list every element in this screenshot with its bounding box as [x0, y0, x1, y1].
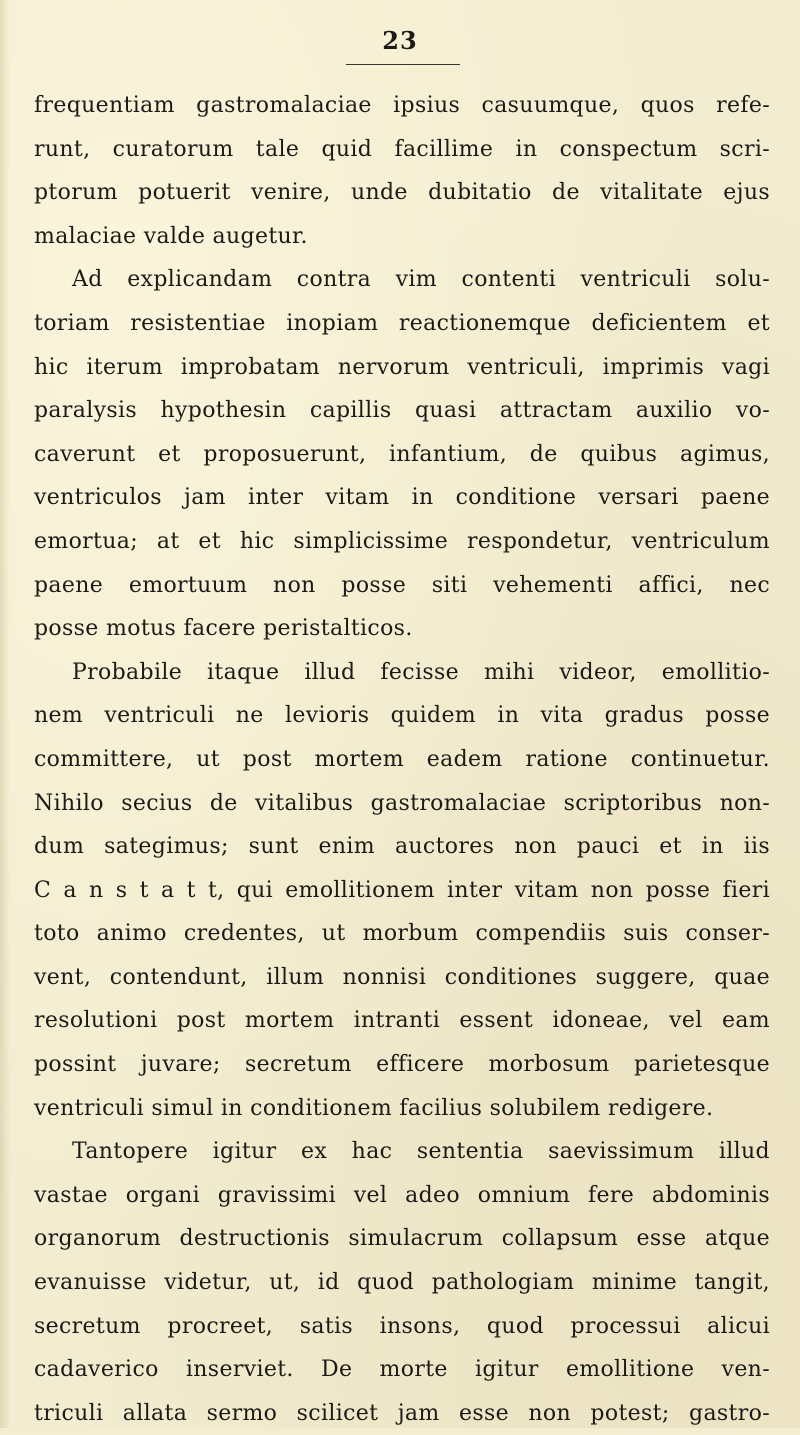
text-line: posse motus facere peristalticos. [34, 616, 413, 642]
text-line: possint juvare; secretum efficere morbosum parietesque [34, 1052, 770, 1078]
text-line: dum sategimus; sunt enim auctores non pauci et in iis [34, 834, 770, 860]
text-line: Tantopere igitur ex hac sententia saevissimum illud [72, 1139, 770, 1165]
text-line: Nihilo secius de vitalibus gastromalaciae scriptoribus non- [34, 790, 770, 816]
text-line: cadaverico inserviet. De morte igitur emollitione ven- [34, 1357, 770, 1383]
text-line: vent, contendunt, illum nonnisi conditiones suggere, quae [34, 964, 770, 990]
text-line: ptorum potuerit venire, unde dubitatio de vitalitate ejus [34, 180, 770, 206]
text-line: emortua; at et hic simplicissime respondetur, ventriculum [34, 528, 770, 554]
page-number: 23 [382, 26, 418, 55]
text-line: runt, curatorum tale quid facillime in conspectum scri- [34, 136, 770, 162]
text-line: committere, ut post mortem eadem ratione continuetur. [34, 746, 770, 772]
text-line: secretum procreet, satis insons, quod processui alicui [34, 1313, 770, 1339]
text-line: Probabile itaque illud fecisse mihi videor, emollitio- [72, 659, 770, 685]
body-text [34, 84, 770, 1435]
text-line: triculi allata sermo scilicet jam esse non potest; gastro- [34, 1400, 770, 1426]
text-line: paene emortuum non posse siti vehementi affici, nec [34, 572, 770, 598]
text-line: vastae organi gravissimi vel adeo omnium fere abdominis [34, 1182, 770, 1208]
text-line: hic iterum improbatam nervorum ventriculi, imprimis vagi [34, 354, 770, 380]
text-line: frequentiam gastromalaciae ipsius casuumque, quos refe- [34, 93, 770, 118]
header-rule [346, 64, 460, 65]
text-line: toriam resistentiae inopiam reactionemque deficientem et [34, 310, 770, 336]
text-line: C a n s t a t t, qui emollitionem inter vitam non posse fieri [34, 877, 770, 903]
text-line: ventriculos jam inter vitam in conditione versari paene [34, 485, 770, 511]
page-edge-shadow [0, 0, 10, 1428]
text-line: nem ventriculi ne levioris quidem in vita gradus posse [34, 703, 770, 729]
text-line: ventriculi simul in conditionem facilius solubilem redigere. [34, 1095, 714, 1121]
text-line: malaciae valde augetur. [34, 223, 308, 249]
text-line: caverunt et proposuerunt, infantium, de quibus agimus, [34, 441, 770, 467]
text-line: organorum destructionis simulacrum collapsum esse atque [34, 1226, 770, 1252]
text-line: paralysis hypothesin capillis quasi attractam auxilio vo- [34, 398, 770, 424]
text-line: toto animo credentes, ut morbum compendiis suis conser- [34, 921, 770, 947]
text-line: Ad explicandam contra vim contenti ventriculi solu- [72, 267, 770, 293]
text-line: evanuisse videtur, ut, id quod pathologiam minime tangit, [34, 1270, 770, 1296]
text-line: resolutioni post mortem intranti essent idoneae, vel eam [34, 1008, 770, 1034]
